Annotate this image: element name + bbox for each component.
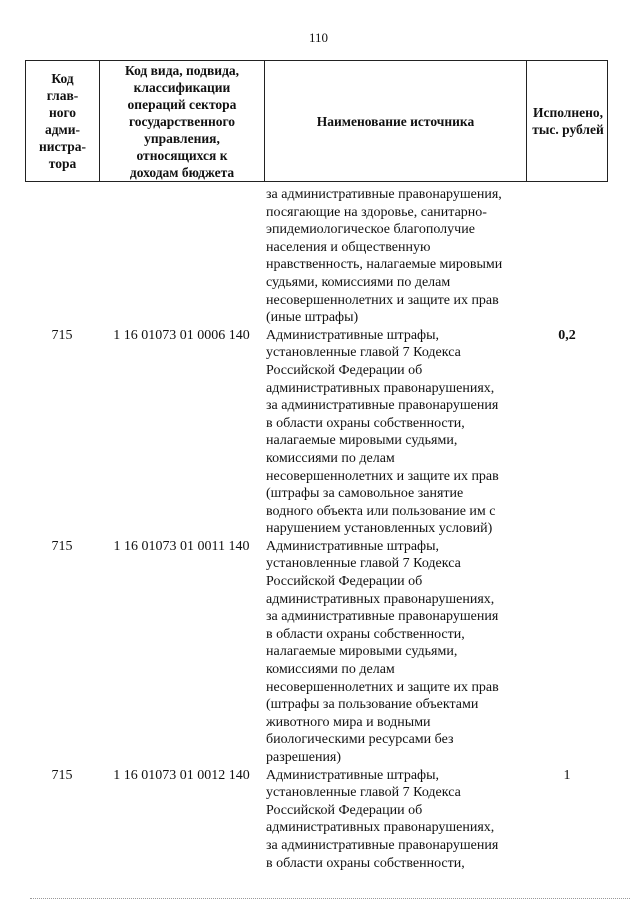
source-name-cell: Административные штрафы, установленные главой 7 Кодекса Российской Федерации об административных правонарушениях, за административные правонарушения в области охраны собственности, налагаемые мировыми судьями, комиссиями по делам несовершеннолетних и защите их прав (штрафы за самовольное занятие водного объекта или пользование им с нарушением установленных условий) [266,327,499,537]
table-body [25,186,608,872]
header-source-name [265,61,527,181]
header-source-name-label: Наименование источника [316,113,475,129]
table-row [25,538,608,767]
amount-cell: 0,2 [558,327,576,343]
amount-cell [526,186,608,327]
amount-cell [526,538,608,767]
bottom-divider [30,898,630,900]
header-executed-amount-label: Исполнено, тыс. рублей [532,105,604,137]
table-row [25,767,608,873]
amount-cell: 1 [563,767,571,783]
source-name-cell: Административные штрафы, установленные главой 7 Кодекса Российской Федерации об административных правонарушениях, за административные правонарушения в области охраны собственности, [266,767,499,871]
source-name-cell: за административные правонарушения, посягающие на здоровье, санитарно- эпидемиологическое благополучие населения и общественную нравственность, налагаемые мировыми судьями, комиссиями по делам несовершеннолетних и защите их прав (иные штрафы) [266,187,503,326]
classification-code-cell: 1 16 01073 01 0012 140 [113,767,250,783]
header-classification-code-label: Код вида, подвида, классификации операций сектора государственного управления, относящихся к доходам бюджета [124,62,240,180]
table-header [25,60,608,182]
admin-code-cell: 715 [51,767,73,783]
table-row [25,186,608,327]
header-admin-code [26,61,100,181]
classification-code-cell [99,186,264,327]
admin-code-cell: 715 [51,327,73,343]
classification-code-cell: 1 16 01073 01 0011 140 [113,538,250,554]
table-row [25,327,608,538]
admin-code-cell [25,186,99,327]
admin-code-cell: 715 [51,538,73,554]
classification-code-cell: 1 16 01073 01 0006 140 [113,327,250,343]
header-executed-amount [527,61,609,181]
source-name-cell: Административные штрафы, установленные главой 7 Кодекса Российской Федерации об административных правонарушениях, за административные правонарушения в области охраны собственности, налагаемые мировыми судьями, комиссиями по делам несовершеннолетних и защите их прав (штрафы за пользование объектами животного мира и водными биологическими ресурсами без разрешения) [266,538,499,765]
page-number: 110 [308,30,329,45]
header-admin-code-label: Код глав- ного адми- нистра- тора [38,71,87,171]
header-classification-code [100,61,265,181]
